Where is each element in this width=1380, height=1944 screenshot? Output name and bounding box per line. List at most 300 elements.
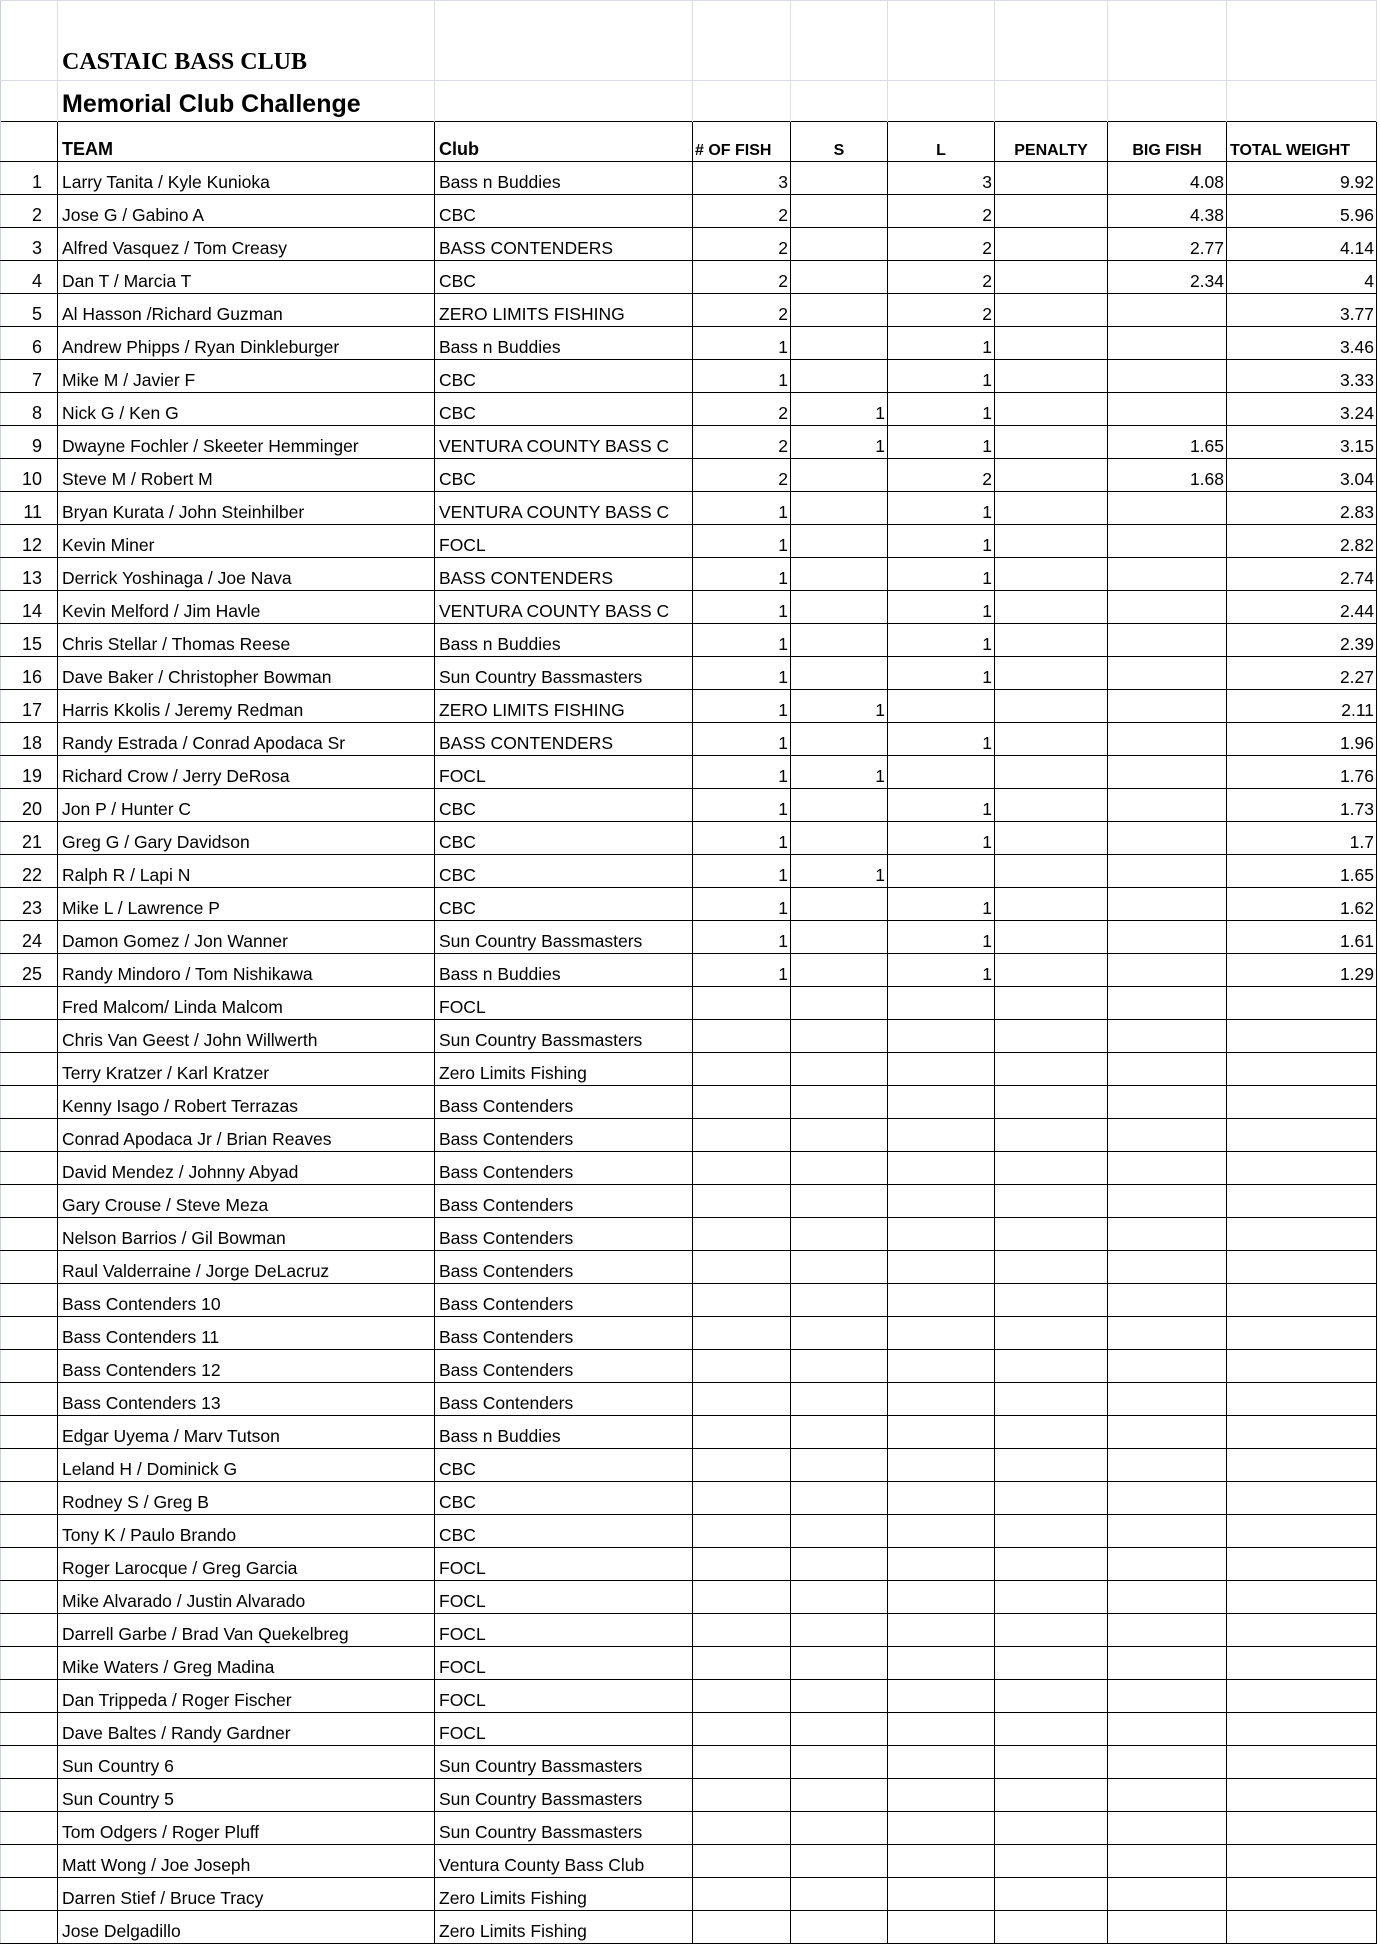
club-cell[interactable]: FOCL [435,1680,693,1713]
l-cell[interactable]: 2 [888,228,995,261]
club-cell[interactable]: Zero Limits Fishing [435,1878,693,1911]
s-cell[interactable] [791,723,888,756]
s-cell[interactable] [791,1614,888,1647]
fish-count-cell[interactable]: 1 [693,822,791,855]
penalty-cell[interactable] [995,1515,1108,1548]
club-cell[interactable]: VENTURA COUNTY BASS C [435,591,693,624]
total-weight-cell[interactable]: 3.77 [1227,294,1377,327]
team-cell[interactable]: Kevin Melford / Jim Havle [58,591,435,624]
total-weight-cell[interactable]: 4.14 [1227,228,1377,261]
penalty-cell[interactable] [995,1284,1108,1317]
total-weight-cell[interactable]: 2.83 [1227,492,1377,525]
team-cell[interactable]: Dwayne Fochler / Skeeter Hemminger [58,426,435,459]
big-fish-cell[interactable] [1108,1218,1227,1251]
s-cell[interactable] [791,591,888,624]
rank-cell[interactable] [1,1251,58,1284]
total-weight-cell[interactable]: 2.39 [1227,624,1377,657]
fish-count-cell[interactable] [693,1350,791,1383]
s-cell[interactable] [791,1383,888,1416]
total-weight-cell[interactable] [1227,1713,1377,1746]
club-title[interactable]: CASTAIC BASS CLUB [58,1,435,81]
fish-count-cell[interactable] [693,1284,791,1317]
penalty-cell[interactable] [995,162,1108,195]
rank-cell[interactable] [1,1449,58,1482]
l-cell[interactable]: 1 [888,393,995,426]
cell[interactable] [791,81,888,122]
club-cell[interactable]: Ventura County Bass Club [435,1845,693,1878]
rank-cell[interactable] [1,1317,58,1350]
l-cell[interactable]: 1 [888,888,995,921]
big-fish-cell[interactable] [1108,855,1227,888]
team-header[interactable]: TEAM [58,122,435,162]
team-cell[interactable]: Bryan Kurata / John Steinhilber [58,492,435,525]
team-cell[interactable]: Dan T / Marcia T [58,261,435,294]
fish-count-cell[interactable]: 2 [693,228,791,261]
s-header[interactable]: S [791,122,888,162]
total-weight-cell[interactable]: 3.15 [1227,426,1377,459]
team-cell[interactable]: Kevin Miner [58,525,435,558]
total-weight-cell[interactable] [1227,1581,1377,1614]
l-cell[interactable] [888,855,995,888]
penalty-cell[interactable] [995,888,1108,921]
rank-cell[interactable] [1,1284,58,1317]
fish-count-cell[interactable] [693,1482,791,1515]
penalty-cell[interactable] [995,756,1108,789]
l-cell[interactable]: 2 [888,459,995,492]
fish-count-cell[interactable]: 2 [693,393,791,426]
s-cell[interactable] [791,294,888,327]
big-fish-cell[interactable] [1108,1812,1227,1845]
s-cell[interactable] [791,1119,888,1152]
club-cell[interactable]: CBC [435,822,693,855]
penalty-cell[interactable] [995,987,1108,1020]
fish-count-cell[interactable] [693,1713,791,1746]
big-fish-cell[interactable] [1108,1581,1227,1614]
s-cell[interactable] [791,1581,888,1614]
club-cell[interactable]: FOCL [435,525,693,558]
fish-count-cell[interactable]: 1 [693,327,791,360]
fish-count-cell[interactable]: 2 [693,261,791,294]
fish-count-cell[interactable]: 3 [693,162,791,195]
club-cell[interactable]: VENTURA COUNTY BASS C [435,492,693,525]
club-cell[interactable]: Sun Country Bassmasters [435,1746,693,1779]
rank-cell[interactable] [1,1218,58,1251]
l-cell[interactable] [888,1053,995,1086]
team-cell[interactable]: Larry Tanita / Kyle Kunioka [58,162,435,195]
big-fish-header[interactable]: BIG FISH [1108,122,1227,162]
team-cell[interactable]: Bass Contenders 13 [58,1383,435,1416]
penalty-cell[interactable] [995,855,1108,888]
team-cell[interactable]: Bass Contenders 12 [58,1350,435,1383]
fish-count-cell[interactable] [693,1746,791,1779]
big-fish-cell[interactable]: 4.38 [1108,195,1227,228]
cell[interactable] [1,1,58,81]
penalty-cell[interactable] [995,1713,1108,1746]
l-cell[interactable]: 1 [888,591,995,624]
rank-cell[interactable] [1,1779,58,1812]
fish-count-cell[interactable] [693,1779,791,1812]
team-cell[interactable]: Al Hasson /Richard Guzman [58,294,435,327]
team-cell[interactable]: Ralph R / Lapi N [58,855,435,888]
rank-cell[interactable] [1,1482,58,1515]
rank-cell[interactable]: 24 [1,921,58,954]
club-cell[interactable]: ZERO LIMITS FISHING [435,690,693,723]
club-cell[interactable]: CBC [435,360,693,393]
total-weight-cell[interactable] [1227,1812,1377,1845]
s-cell[interactable] [791,1416,888,1449]
s-cell[interactable] [791,1911,888,1944]
s-cell[interactable] [791,1713,888,1746]
club-cell[interactable]: CBC [435,393,693,426]
total-weight-cell[interactable]: 9.92 [1227,162,1377,195]
l-cell[interactable] [888,1812,995,1845]
penalty-cell[interactable] [995,1482,1108,1515]
team-cell[interactable]: Richard Crow / Jerry DeRosa [58,756,435,789]
rank-cell[interactable]: 23 [1,888,58,921]
big-fish-cell[interactable] [1108,1713,1227,1746]
club-cell[interactable]: FOCL [435,756,693,789]
rank-cell[interactable] [1,1416,58,1449]
team-cell[interactable]: Raul Valderraine / Jorge DeLacruz [58,1251,435,1284]
rank-cell[interactable] [1,1680,58,1713]
club-cell[interactable]: CBC [435,888,693,921]
team-cell[interactable]: Greg G / Gary Davidson [58,822,435,855]
club-cell[interactable]: Bass Contenders [435,1152,693,1185]
fish-count-cell[interactable]: 1 [693,624,791,657]
cell[interactable] [1,81,58,122]
l-cell[interactable]: 1 [888,822,995,855]
big-fish-cell[interactable] [1108,1284,1227,1317]
total-weight-cell[interactable] [1227,1779,1377,1812]
penalty-cell[interactable] [995,1845,1108,1878]
club-cell[interactable]: FOCL [435,1647,693,1680]
club-cell[interactable]: Bass n Buddies [435,954,693,987]
team-cell[interactable]: Andrew Phipps / Ryan Dinkleburger [58,327,435,360]
penalty-cell[interactable] [995,1086,1108,1119]
rank-cell[interactable]: 2 [1,195,58,228]
total-weight-cell[interactable]: 2.74 [1227,558,1377,591]
s-cell[interactable] [791,558,888,591]
fish-count-cell[interactable] [693,1383,791,1416]
penalty-cell[interactable] [995,492,1108,525]
l-header[interactable]: L [888,122,995,162]
team-cell[interactable]: Chris Van Geest / John Willwerth [58,1020,435,1053]
rank-cell[interactable] [1,1383,58,1416]
rank-cell[interactable]: 11 [1,492,58,525]
team-cell[interactable]: Dan Trippeda / Roger Fischer [58,1680,435,1713]
total-weight-cell[interactable] [1227,1845,1377,1878]
l-cell[interactable] [888,1746,995,1779]
team-cell[interactable]: Conrad Apodaca Jr / Brian Reaves [58,1119,435,1152]
rank-cell[interactable] [1,1086,58,1119]
s-cell[interactable] [791,1449,888,1482]
fish-count-cell[interactable]: 1 [693,657,791,690]
cell[interactable] [435,1,693,81]
s-cell[interactable] [791,525,888,558]
l-cell[interactable]: 1 [888,954,995,987]
big-fish-cell[interactable] [1108,1152,1227,1185]
total-weight-cell[interactable] [1227,1119,1377,1152]
penalty-cell[interactable] [995,1548,1108,1581]
total-weight-cell[interactable] [1227,1515,1377,1548]
fish-count-header[interactable]: # OF FISH [693,122,791,162]
big-fish-cell[interactable]: 2.77 [1108,228,1227,261]
big-fish-cell[interactable] [1108,1449,1227,1482]
team-cell[interactable]: Alfred Vasquez / Tom Creasy [58,228,435,261]
total-weight-cell[interactable]: 3.04 [1227,459,1377,492]
rank-cell[interactable]: 15 [1,624,58,657]
club-cell[interactable]: BASS CONTENDERS [435,228,693,261]
s-cell[interactable] [791,1086,888,1119]
big-fish-cell[interactable] [1108,987,1227,1020]
rank-cell[interactable] [1,1746,58,1779]
l-cell[interactable]: 1 [888,426,995,459]
team-cell[interactable]: Sun Country 5 [58,1779,435,1812]
cell[interactable] [693,1,791,81]
l-cell[interactable] [888,756,995,789]
penalty-cell[interactable] [995,1878,1108,1911]
club-cell[interactable]: FOCL [435,987,693,1020]
penalty-cell[interactable] [995,1350,1108,1383]
big-fish-cell[interactable] [1108,1119,1227,1152]
rank-cell[interactable]: 16 [1,657,58,690]
club-cell[interactable]: Bass n Buddies [435,1416,693,1449]
fish-count-cell[interactable] [693,1845,791,1878]
team-cell[interactable]: Jose Delgadillo [58,1911,435,1944]
team-cell[interactable]: Rodney S / Greg B [58,1482,435,1515]
big-fish-cell[interactable] [1108,360,1227,393]
big-fish-cell[interactable] [1108,492,1227,525]
club-cell[interactable]: CBC [435,1515,693,1548]
l-cell[interactable] [888,1383,995,1416]
s-cell[interactable]: 1 [791,855,888,888]
team-cell[interactable]: Chris Stellar / Thomas Reese [58,624,435,657]
penalty-cell[interactable] [995,1680,1108,1713]
s-cell[interactable] [791,1218,888,1251]
total-weight-cell[interactable] [1227,1548,1377,1581]
total-weight-cell[interactable] [1227,1020,1377,1053]
cell[interactable] [791,1,888,81]
total-weight-cell[interactable]: 3.46 [1227,327,1377,360]
fish-count-cell[interactable] [693,1152,791,1185]
penalty-cell[interactable] [995,261,1108,294]
team-cell[interactable]: Randy Mindoro / Tom Nishikawa [58,954,435,987]
total-weight-cell[interactable]: 2.11 [1227,690,1377,723]
big-fish-cell[interactable] [1108,657,1227,690]
team-cell[interactable]: Sun Country 6 [58,1746,435,1779]
total-weight-cell[interactable] [1227,1350,1377,1383]
big-fish-cell[interactable] [1108,954,1227,987]
rank-cell[interactable]: 17 [1,690,58,723]
big-fish-cell[interactable] [1108,1614,1227,1647]
team-cell[interactable]: Mike M / Javier F [58,360,435,393]
rank-cell[interactable]: 4 [1,261,58,294]
team-cell[interactable]: Bass Contenders 11 [58,1317,435,1350]
team-cell[interactable]: Jon P / Hunter C [58,789,435,822]
fish-count-cell[interactable] [693,1581,791,1614]
rank-cell[interactable]: 18 [1,723,58,756]
total-weight-cell[interactable] [1227,1086,1377,1119]
total-weight-cell[interactable] [1227,1284,1377,1317]
club-cell[interactable]: CBC [435,261,693,294]
l-cell[interactable] [888,1647,995,1680]
total-weight-cell[interactable] [1227,1152,1377,1185]
s-cell[interactable]: 1 [791,690,888,723]
club-cell[interactable]: FOCL [435,1713,693,1746]
l-cell[interactable] [888,1185,995,1218]
fish-count-cell[interactable]: 1 [693,525,791,558]
rank-cell[interactable]: 14 [1,591,58,624]
total-weight-cell[interactable] [1227,1383,1377,1416]
total-weight-cell[interactable] [1227,1053,1377,1086]
s-cell[interactable] [791,1350,888,1383]
fish-count-cell[interactable]: 1 [693,921,791,954]
s-cell[interactable] [791,1251,888,1284]
total-weight-cell[interactable]: 1.73 [1227,789,1377,822]
total-weight-cell[interactable]: 1.65 [1227,855,1377,888]
l-cell[interactable]: 1 [888,657,995,690]
penalty-cell[interactable] [995,1185,1108,1218]
s-cell[interactable] [791,195,888,228]
rank-cell[interactable]: 9 [1,426,58,459]
penalty-cell[interactable] [995,1779,1108,1812]
total-weight-cell[interactable] [1227,1680,1377,1713]
penalty-cell[interactable] [995,1317,1108,1350]
big-fish-cell[interactable] [1108,1317,1227,1350]
rank-cell[interactable]: 20 [1,789,58,822]
total-weight-cell[interactable]: 1.61 [1227,921,1377,954]
total-weight-cell[interactable]: 3.33 [1227,360,1377,393]
penalty-cell[interactable] [995,690,1108,723]
fish-count-cell[interactable]: 1 [693,591,791,624]
penalty-cell[interactable] [995,1746,1108,1779]
fish-count-cell[interactable]: 2 [693,294,791,327]
rank-cell[interactable] [1,1548,58,1581]
team-cell[interactable]: Derrick Yoshinaga / Joe Nava [58,558,435,591]
l-cell[interactable]: 1 [888,492,995,525]
penalty-cell[interactable] [995,195,1108,228]
rank-cell[interactable] [1,1515,58,1548]
cell[interactable] [1108,1,1227,81]
s-cell[interactable] [791,789,888,822]
big-fish-cell[interactable] [1108,1548,1227,1581]
total-weight-cell[interactable] [1227,1614,1377,1647]
team-cell[interactable]: Bass Contenders 10 [58,1284,435,1317]
penalty-cell[interactable] [995,1647,1108,1680]
club-cell[interactable]: Bass n Buddies [435,327,693,360]
total-weight-cell[interactable]: 1.76 [1227,756,1377,789]
club-cell[interactable]: Bass Contenders [435,1284,693,1317]
club-cell[interactable]: VENTURA COUNTY BASS C [435,426,693,459]
s-cell[interactable] [791,1746,888,1779]
penalty-cell[interactable] [995,624,1108,657]
fish-count-cell[interactable] [693,1185,791,1218]
fish-count-cell[interactable]: 1 [693,888,791,921]
team-cell[interactable]: Edgar Uyema / Marv Tutson [58,1416,435,1449]
club-cell[interactable]: Bass Contenders [435,1119,693,1152]
fish-count-cell[interactable] [693,1647,791,1680]
cell[interactable] [1227,1,1377,81]
big-fish-cell[interactable] [1108,789,1227,822]
big-fish-cell[interactable] [1108,1053,1227,1086]
team-cell[interactable]: Damon Gomez / Jon Wanner [58,921,435,954]
total-weight-cell[interactable]: 1.29 [1227,954,1377,987]
fish-count-cell[interactable] [693,1614,791,1647]
club-cell[interactable]: Zero Limits Fishing [435,1053,693,1086]
rank-cell[interactable] [1,1845,58,1878]
rank-header[interactable] [1,122,58,162]
s-cell[interactable] [791,327,888,360]
fish-count-cell[interactable] [693,1251,791,1284]
total-weight-cell[interactable] [1227,1449,1377,1482]
l-cell[interactable]: 1 [888,789,995,822]
s-cell[interactable] [791,261,888,294]
s-cell[interactable] [791,1482,888,1515]
fish-count-cell[interactable] [693,1218,791,1251]
total-weight-cell[interactable] [1227,1251,1377,1284]
rank-cell[interactable] [1,1152,58,1185]
rank-cell[interactable] [1,1878,58,1911]
penalty-cell[interactable] [995,1614,1108,1647]
team-cell[interactable]: Mike L / Lawrence P [58,888,435,921]
l-cell[interactable] [888,1251,995,1284]
penalty-cell[interactable] [995,789,1108,822]
club-cell[interactable]: CBC [435,195,693,228]
s-cell[interactable] [791,888,888,921]
penalty-cell[interactable] [995,1119,1108,1152]
total-weight-cell[interactable] [1227,1746,1377,1779]
rank-cell[interactable] [1,1647,58,1680]
club-cell[interactable]: CBC [435,855,693,888]
cell[interactable] [1227,81,1377,122]
club-cell[interactable]: CBC [435,789,693,822]
team-cell[interactable]: Mike Waters / Greg Madina [58,1647,435,1680]
rank-cell[interactable]: 7 [1,360,58,393]
l-cell[interactable] [888,1284,995,1317]
s-cell[interactable] [791,1878,888,1911]
fish-count-cell[interactable] [693,1449,791,1482]
club-cell[interactable]: Bass Contenders [435,1383,693,1416]
penalty-cell[interactable] [995,1152,1108,1185]
big-fish-cell[interactable] [1108,1746,1227,1779]
penalty-cell[interactable] [995,1218,1108,1251]
s-cell[interactable] [791,1317,888,1350]
penalty-cell[interactable] [995,1581,1108,1614]
total-weight-cell[interactable] [1227,1218,1377,1251]
rank-cell[interactable]: 10 [1,459,58,492]
rank-cell[interactable] [1,1119,58,1152]
s-cell[interactable] [791,1284,888,1317]
cell[interactable] [888,1,995,81]
club-cell[interactable]: FOCL [435,1581,693,1614]
club-cell[interactable]: BASS CONTENDERS [435,723,693,756]
rank-cell[interactable]: 1 [1,162,58,195]
rank-cell[interactable] [1,1911,58,1944]
l-cell[interactable] [888,1713,995,1746]
s-cell[interactable] [791,1152,888,1185]
team-cell[interactable]: Darrell Garbe / Brad Van Quekelbreg [58,1614,435,1647]
l-cell[interactable] [888,1680,995,1713]
big-fish-cell[interactable] [1108,393,1227,426]
team-cell[interactable]: David Mendez / Johnny Abyad [58,1152,435,1185]
club-cell[interactable]: Sun Country Bassmasters [435,1779,693,1812]
club-cell[interactable]: Zero Limits Fishing [435,1911,693,1944]
l-cell[interactable] [888,1350,995,1383]
big-fish-cell[interactable] [1108,624,1227,657]
team-cell[interactable]: Matt Wong / Joe Joseph [58,1845,435,1878]
l-cell[interactable] [888,1449,995,1482]
fish-count-cell[interactable] [693,1680,791,1713]
